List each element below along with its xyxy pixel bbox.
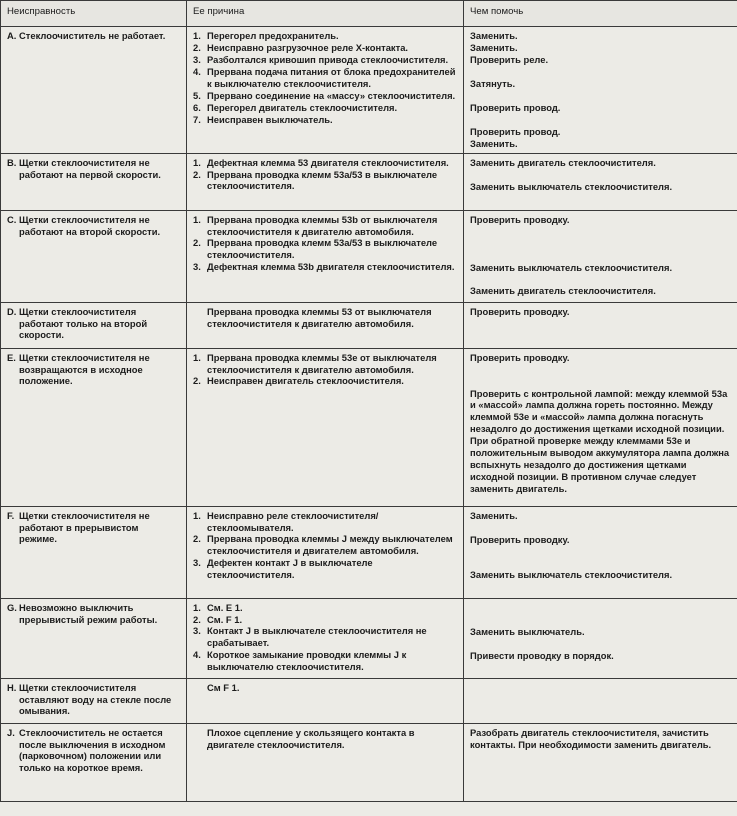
remedy-text: Проверить провод. (470, 125, 561, 137)
table-row (1, 678, 737, 723)
list-item: 2. Прервана проводка клемм 53a/53 в выключателе стеклоочистителя. (193, 237, 438, 261)
list-item: 3. Дефектная клемма 53b двигателя стеклоочистителя. (193, 261, 455, 273)
remedy-cell (464, 27, 737, 154)
remedy-text: Заменить. (470, 137, 518, 149)
cause-cell (187, 153, 464, 210)
list-item: 1. См. Е 1. (193, 601, 243, 613)
remedy-text: Проверить провод. (470, 101, 561, 113)
fault-cell: F. Щетки стеклоочистителя не работают в прерывистом режиме. (1, 506, 187, 598)
list-item: 1. Дефектная клемма 53 двигателя стеклоочистителя. (193, 156, 449, 168)
remedy-cell: Проверить проводку. (464, 302, 737, 348)
list-item: 2. Прервана проводка клемм 53а/53 в выключателе стеклоочистителя. (193, 168, 438, 192)
list-item: 6. Перегорел двигатель стеклоочистителя. (193, 101, 398, 113)
cause-cell (187, 678, 464, 723)
fault-cell: D. Щетки стеклоочистителя работают только на второй скорости. (1, 302, 187, 348)
list-item: 4. Прервана подача питания от блока предохранителей к выключателю стеклоочистителя. (193, 65, 456, 89)
fault-cell: G. Невозможно выключить прерывистый режим работы. (1, 598, 187, 678)
fault-cell: C. Щетки стеклоочистителя не работают на второй скорости. (1, 210, 187, 302)
list-item: 5. Прервано соединение на «массу» стеклоочистителя. (193, 89, 456, 101)
list-item: 2. Прервана проводка клеммы J между выключателем стеклоочистителя и двигателем автомобиля. (193, 533, 453, 557)
cause-cell (187, 210, 464, 302)
fault-cell: B. Щетки стеклоочистителя не работают на первой скорости. (1, 153, 187, 210)
fault-cell (1, 27, 187, 154)
cause-cell (187, 506, 464, 598)
remedy-text: Заменить. (470, 41, 518, 53)
cause-cell (187, 348, 464, 506)
fault-cell: H. Щетки стеклоочистителя оставляют воду на стекле после омывания. (1, 678, 187, 723)
remedy-text: Заменить. (470, 30, 518, 41)
list-item: 7. Неисправен выключатель. (193, 113, 333, 125)
list-item: 1. Прервана проводка клеммы 53b от выключателя стеклоочистителя к двигателю автомобиля. (193, 213, 438, 237)
table-row (1, 153, 737, 210)
table-row (1, 506, 737, 598)
list-item: 3. Дефектен контакт J в выключателе стеклоочистителя. (193, 557, 373, 581)
list-item: 1. Неисправно реле стеклоочистителя/стеклоомывателя. (193, 509, 379, 533)
list-item: 4. Короткое замыкание проводки клеммы J к выключателю стеклоочистителя. (193, 649, 407, 673)
header-cause: Ее причина (187, 1, 464, 27)
fault-text: Стеклоочиститель не работает. (19, 30, 166, 41)
table-header-row (1, 1, 737, 27)
fault-cell: J. Стеклоочиститель не остается после выключения в исходном (парковочном) положении или только на короткое время. (1, 723, 187, 801)
remedy-text: Затянуть. (470, 77, 516, 89)
list-item: 1. Прервана проводка клеммы 53е от выключателя стеклоочистителя к двигателю автомобиля. (193, 351, 437, 375)
remedy-text: Проверить реле. (470, 53, 549, 65)
list-item: 3. Контакт J в выключателе стеклоочистителя не срабатывает. (193, 625, 427, 649)
remedy-cell: Заменить выключатель. Привести проводку в порядок. (464, 598, 737, 678)
fault-cell: E. Щетки стеклоочистителя не возвращаются в исходное положение. (1, 348, 187, 506)
cause-cell (187, 302, 464, 348)
cause-cell (187, 27, 464, 154)
table-row (1, 302, 737, 348)
list-item: 2. Неисправно разгрузочное реле Х-контакта. (193, 41, 409, 53)
list-item: 3. Разболтался кривошип привода стеклоочистителя. (193, 53, 449, 65)
list-item: 1. Перегорел предохранитель. (193, 30, 339, 41)
table-row (1, 348, 737, 506)
list-item: 2. Неисправен двигатель стеклоочистителя. (193, 375, 404, 387)
cause-text: Прервана проводка клеммы 53 от выключателя стеклоочистителя к двигателю автомобиля. (207, 305, 432, 329)
cause-text: См F 1. (207, 681, 240, 693)
list-item: 2. См. F 1. (193, 613, 243, 625)
table-row (1, 598, 737, 678)
remedy-cell: Заменить двигатель стеклоочистителя. Заменить выключатель стеклоочистителя. (464, 153, 737, 210)
cause-text: Плохое сцепление у скользящего контакта в двигателе стеклоочистителя. (207, 726, 415, 750)
remedy-cell: Проверить проводку. Проверить с контрольной лампой: между клеммой 53а и «массой» лампа должна гореть постоянно. Между клеммой 53е и «массой» лампа должна погаснуть незадолго до достижения щетками исходной позиции. При обратной проверке между клеммами 53е и положительным выводом аккумулятора лампа должна вспыхнуть незадолго до достижения щетками исходной позиции. В противном случае следует заменить двигатель. (464, 348, 737, 506)
cause-cell (187, 723, 464, 801)
cause-cell (187, 598, 464, 678)
table-row (1, 723, 737, 801)
fault-letter: A. (7, 30, 17, 41)
remedy-cell (464, 678, 737, 723)
table-row (1, 27, 737, 154)
remedy-cell: Заменить. Проверить проводку. Заменить выключатель стеклоочистителя. (464, 506, 737, 598)
remedy-cell: Разобрать двигатель стеклоочистителя, зачистить контакты. При необходимости заменить двигатель. (464, 723, 737, 801)
remedy-cell: Проверить проводку. Заменить выключатель стеклоочистителя. Заменить двигатель стеклоочистителя. (464, 210, 737, 302)
table-row (1, 210, 737, 302)
header-remedy: Чем помочь (464, 1, 737, 27)
header-fault: Неисправность (1, 1, 187, 27)
